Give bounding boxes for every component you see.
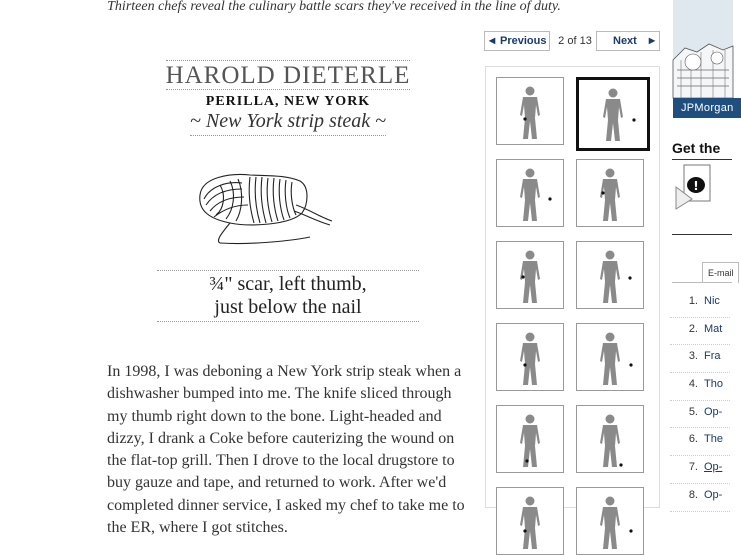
- thumbnail-2[interactable]: [576, 77, 650, 151]
- scar-line-2: just below the nail: [214, 296, 362, 318]
- thumbnail-1[interactable]: [496, 77, 564, 145]
- list-item[interactable]: [670, 290, 730, 318]
- body-figure-icon: [590, 167, 630, 225]
- list-item-link[interactable]: Fra: [704, 350, 721, 363]
- thumbnail-8[interactable]: [576, 323, 644, 391]
- list-item-number: 8.: [688, 488, 698, 501]
- slide-count: 2 of 13: [558, 35, 592, 47]
- list-item[interactable]: [670, 484, 730, 512]
- scar-description: [157, 270, 419, 322]
- tab-email[interactable]: E-mail: [702, 262, 739, 283]
- list-item-number: 3.: [688, 350, 698, 363]
- list-item-number: 6.: [688, 433, 698, 446]
- dish-name: ~ New York strip steak ~: [190, 110, 386, 136]
- steak-sketch-illustration: [190, 165, 340, 250]
- thumbnail-3[interactable]: [496, 159, 564, 227]
- alert-document-icon: [672, 163, 716, 213]
- restaurant-name: PERILLA, NEW YORK: [205, 94, 371, 109]
- list-item-number: 7.: [688, 461, 698, 474]
- list-item[interactable]: [670, 318, 730, 346]
- list-item-link[interactable]: Mat: [704, 322, 723, 335]
- scar-line-1: ¾" scar, left thumb,: [209, 273, 367, 295]
- right-sidebar: [670, 0, 734, 501]
- body-figure-icon: [590, 495, 630, 553]
- list-item[interactable]: [670, 373, 730, 401]
- building-illustration: [673, 0, 733, 98]
- list-item-link[interactable]: Tho: [704, 378, 723, 391]
- divider: [672, 159, 732, 160]
- body-figure-icon: [510, 249, 550, 307]
- thumbnail-12[interactable]: [576, 487, 644, 555]
- thumbnail-5[interactable]: [496, 241, 564, 309]
- body-figure-icon: [590, 249, 630, 307]
- story-text: In 1998, I was deboning a New York strip steak when a dishwasher bumped into me. The knife sliced through my thumb right down to the bone. Light-headed and dizzy, I drank a Coke before cauterizing the wound on the flat-top grill. Then I drove to the local drugstore to buy gauze and tape, and returned to work. After we'd completed dinner service, I asked my chef to take me to the ER, where I got stitches.: [107, 363, 465, 537]
- thumbnail-11[interactable]: [496, 487, 564, 555]
- thumbnail-10[interactable]: [576, 405, 644, 473]
- list-item-link[interactable]: The: [704, 433, 723, 446]
- list-item-number: 1.: [688, 295, 698, 307]
- list-item-link[interactable]: Op-: [704, 405, 723, 418]
- list-item[interactable]: [670, 456, 730, 484]
- ad-caption: JPMorgan: [673, 98, 741, 118]
- svg-text:!: !: [693, 179, 699, 193]
- previous-label: Previous: [500, 35, 547, 47]
- get-the-heading: Get the: [672, 140, 721, 156]
- previous-button[interactable]: [484, 31, 550, 51]
- advertisement[interactable]: [673, 0, 733, 118]
- list-item[interactable]: [670, 345, 730, 373]
- right-arrow-icon: ▶: [648, 36, 655, 45]
- list-item-number: 2.: [688, 322, 698, 335]
- list-item-number: 4.: [688, 378, 698, 391]
- chef-name: HAROLD DIETERLE: [165, 62, 411, 89]
- next-label: Next: [613, 35, 637, 47]
- body-figure-icon: [510, 85, 550, 143]
- thumbnail-9[interactable]: [496, 405, 564, 473]
- thumbnail-4[interactable]: [576, 159, 644, 227]
- list-item-link[interactable]: Op-: [704, 488, 723, 501]
- thumbnail-6[interactable]: [576, 241, 644, 309]
- body-figure-icon: [510, 413, 550, 471]
- body-figure-icon: [510, 167, 550, 225]
- body-figure-icon: [590, 331, 630, 389]
- left-arrow-icon: ◀: [489, 36, 496, 45]
- chef-header: [107, 60, 469, 136]
- list-item-link[interactable]: Op-: [704, 461, 723, 474]
- divider: [672, 282, 732, 283]
- thumbnail-grid: [485, 66, 660, 508]
- list-item[interactable]: [670, 401, 730, 429]
- body-figure-icon: [510, 495, 550, 553]
- list-item[interactable]: [670, 428, 730, 456]
- divider: [672, 234, 732, 235]
- most-popular-list: [670, 290, 730, 512]
- thumbnail-7[interactable]: [496, 323, 564, 391]
- article-subtitle: Thirteen chefs reveal the culinary battle scars they've received in the line of duty.: [107, 0, 561, 14]
- body-figure-icon: [593, 87, 633, 145]
- body-figure-icon: [510, 331, 550, 389]
- slideshow-pager: [484, 31, 660, 51]
- list-item-link[interactable]: Nic: [704, 295, 720, 307]
- body-figure-icon: [590, 413, 630, 471]
- list-item-number: 5.: [688, 405, 698, 418]
- next-button[interactable]: [596, 31, 660, 51]
